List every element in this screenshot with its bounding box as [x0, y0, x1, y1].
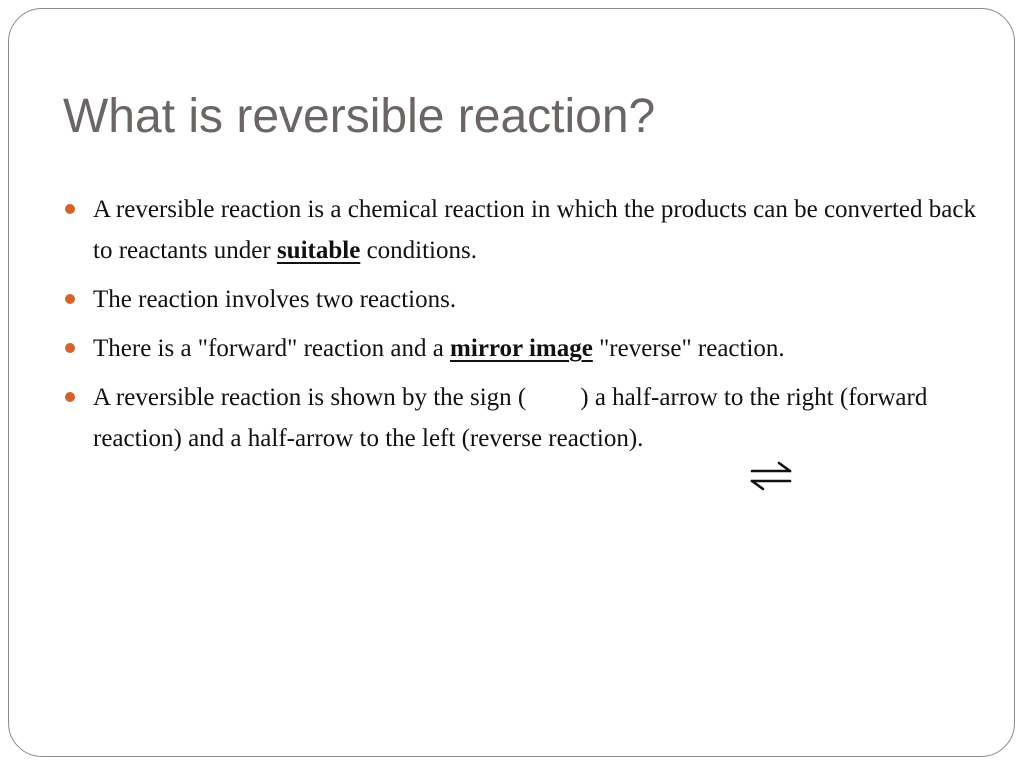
bullet-item	[93, 328, 993, 369]
bullet-dot-icon	[65, 294, 75, 304]
bullet-list	[93, 189, 993, 467]
bullet-item	[93, 279, 993, 320]
bullet-text: A reversible reaction is shown by the sign (	[93, 384, 527, 411]
bullet-item	[93, 189, 993, 271]
bullet-dot-icon	[65, 343, 75, 353]
bullet-text: ) a half-arrow to the right (forward reaction) and a half-arrow to the left (reverse reaction).	[93, 384, 928, 452]
emphasis-text: suitable	[276, 237, 361, 264]
bullet-text: conditions.	[360, 237, 477, 264]
equilibrium-arrows-icon	[746, 461, 796, 491]
bullet-dot-icon	[65, 204, 75, 214]
bullet-item	[93, 377, 993, 459]
bullet-text: "reverse" reaction.	[592, 335, 785, 362]
bullet-text: The reaction involves two reactions.	[93, 286, 457, 313]
slide-title: What is reversible reaction?	[63, 90, 656, 143]
emphasis-text: mirror image	[450, 335, 593, 362]
bullet-text: There is a "forward" reaction and a	[93, 335, 451, 362]
slide	[8, 8, 1015, 757]
bullet-dot-icon	[65, 392, 75, 402]
bullet-text: A reversible reaction is a chemical reaction in which the products can be converted back to reactants under	[93, 196, 976, 264]
